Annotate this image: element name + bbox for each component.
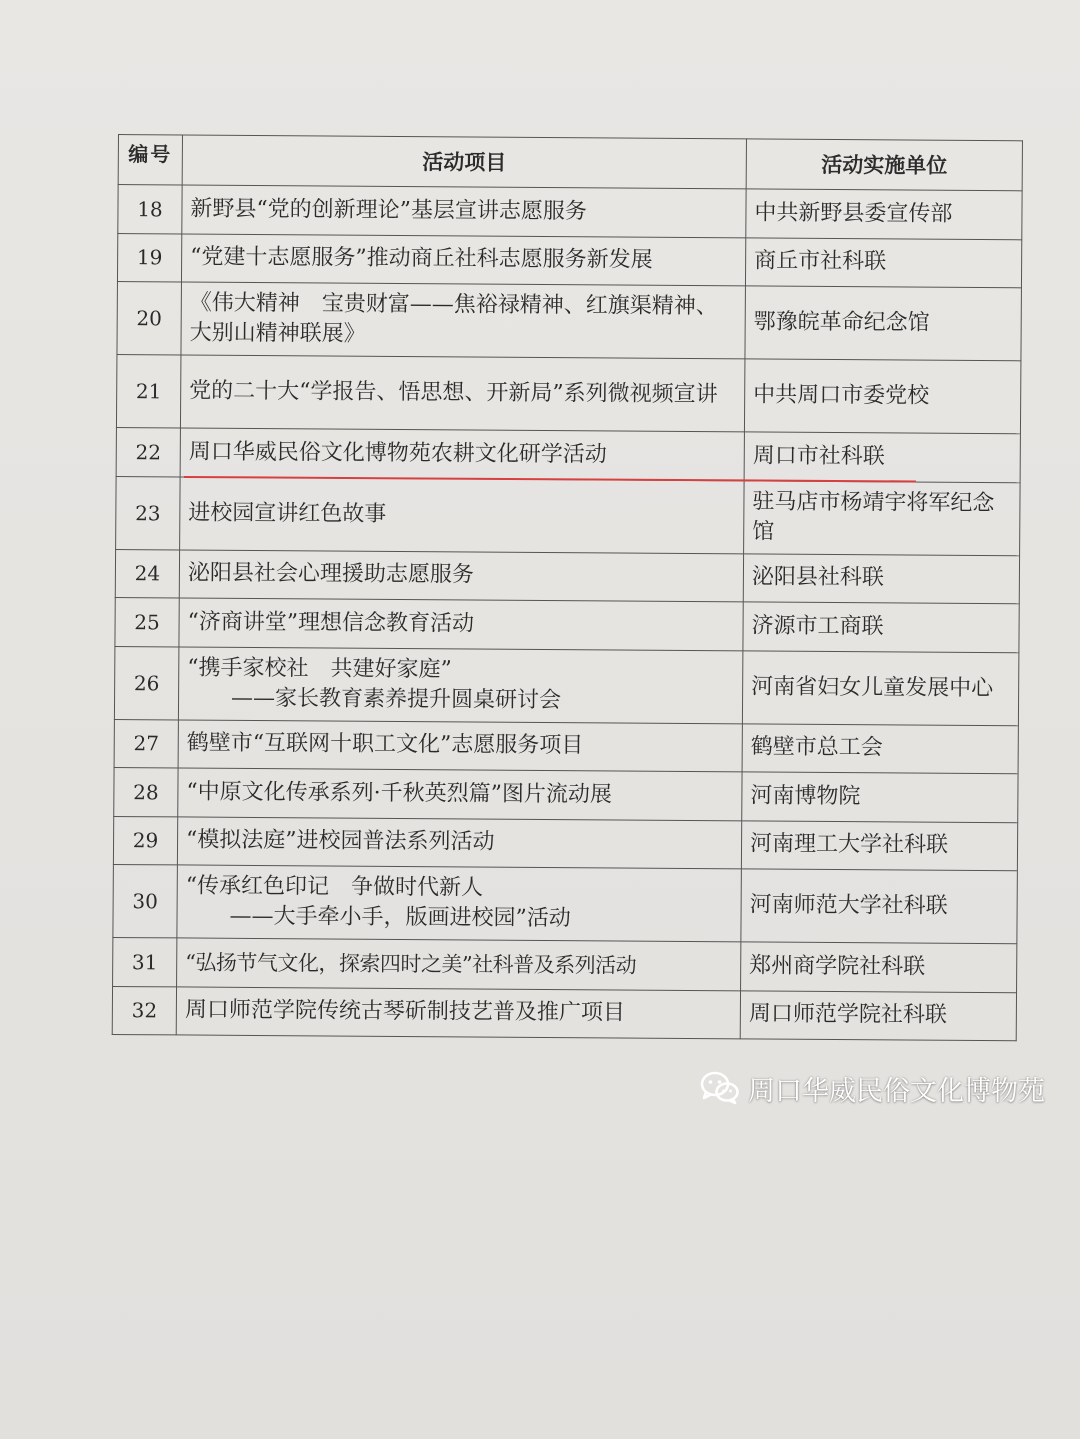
row-unit: 周口师范学院社科联 (740, 990, 1016, 1040)
table-row (114, 767, 1018, 822)
row-activity: 党的二十大“学报告、悟思想、开新局”系列微视频宣讲 (180, 355, 744, 432)
row-unit: 济源市工商联 (743, 602, 1019, 652)
row-activity: 周口华威民俗文化博物苑农耕文化研学活动 (180, 428, 744, 480)
row-activity: “弘扬节气文化，探索四时之美”社科普及系列活动 (177, 938, 741, 990)
row-activity-line: “传承红色印记 争做时代新人 (185, 873, 484, 901)
row-number: 20 (117, 281, 182, 354)
row-activity: 鹤壁市“互联网十职工文化”志愿服务项目 (178, 719, 742, 771)
row-number: 32 (112, 986, 176, 1035)
row-activity: “模拟法庭”进校园普法系列活动 (177, 816, 741, 868)
row-activity: “党建十志愿服务”推动商丘社科志愿服务新发展 (181, 233, 745, 285)
row-activity: 泌阳县社会心理援助志愿服务 (179, 549, 743, 601)
row-activity: 新野县“党的创新理论”基层宣讲志愿服务 (182, 185, 746, 237)
row-activity-line: ——家长教育素养提升圆桌研讨会 (230, 685, 562, 713)
row-activity (177, 865, 741, 942)
row-number: 22 (116, 427, 180, 476)
table-row-highlighted (116, 427, 1020, 482)
header-unit: 活动实施单位 (746, 139, 1022, 191)
row-number: 23 (116, 476, 181, 549)
row-unit: 周口市社科联 (744, 432, 1020, 482)
table-row (116, 476, 1020, 555)
row-activity-line: ——大手牵小手，版画进校园”活动 (229, 903, 571, 932)
row-activity-line: “携手家校社 共建好家庭” (187, 654, 452, 682)
row-unit: 河南博物院 (742, 772, 1018, 822)
table-row (116, 354, 1020, 433)
header-activity: 活动项目 (182, 135, 746, 189)
row-unit: 鄂豫皖革命纪念馆 (745, 286, 1022, 361)
row-unit: 鹤壁市总工会 (742, 723, 1018, 773)
row-number: 28 (114, 767, 178, 816)
row-number: 31 (113, 937, 177, 986)
table-row (115, 597, 1019, 652)
activity-table (112, 134, 1023, 1041)
row-unit: 泌阳县社科联 (743, 553, 1019, 603)
table-row (113, 816, 1017, 871)
table-row (112, 986, 1016, 1041)
table-row (115, 549, 1019, 604)
row-activity: “中原文化传承系列·千秋英烈篇”图片流动展 (178, 768, 742, 820)
row-unit: 中共新野县委宣传部 (746, 189, 1022, 239)
row-number: 27 (114, 719, 178, 768)
table-row (114, 719, 1018, 774)
row-unit: 河南师范大学社科联 (741, 869, 1018, 944)
table-row (118, 185, 1022, 240)
row-activity: 进校园宣讲红色故事 (180, 476, 744, 553)
table-row (114, 646, 1018, 725)
row-unit: 中共周口市委党校 (744, 359, 1021, 434)
row-unit: 郑州商学院社科联 (741, 942, 1017, 992)
row-unit: 商丘市社科联 (745, 237, 1021, 287)
row-number: 21 (116, 354, 181, 427)
row-number: 19 (117, 233, 181, 282)
table-header-row (118, 135, 1022, 191)
row-number: 30 (113, 864, 178, 937)
table-row (117, 281, 1021, 360)
watermark-text: 周口华威民俗文化博物苑 (748, 1075, 1045, 1107)
row-number: 18 (118, 185, 182, 234)
row-number: 26 (114, 646, 179, 719)
row-unit: 驻马店市杨靖宇将军纪念馆 (744, 480, 1021, 555)
row-unit: 河南理工大学社科联 (741, 820, 1017, 870)
row-activity: “济商讲堂”理想信念教育活动 (179, 598, 743, 650)
header-number: 编号 (118, 135, 182, 185)
row-activity: 《伟大精神 宝贵财富——焦裕禄精神、红旗渠精神、大别山精神联展》 (181, 282, 745, 359)
table-row (113, 937, 1017, 992)
row-unit: 河南省妇女儿童发展中心 (742, 650, 1019, 725)
row-activity: 周口师范学院传统古琴斫制技艺普及推广项目 (176, 986, 740, 1038)
wechat-watermark (700, 1068, 1045, 1108)
wechat-icon (700, 1071, 740, 1105)
table-row (117, 233, 1021, 288)
row-number: 24 (115, 549, 179, 598)
row-number: 29 (113, 816, 177, 865)
row-activity (178, 646, 742, 723)
table-row (113, 864, 1017, 943)
row-number: 25 (115, 597, 179, 646)
